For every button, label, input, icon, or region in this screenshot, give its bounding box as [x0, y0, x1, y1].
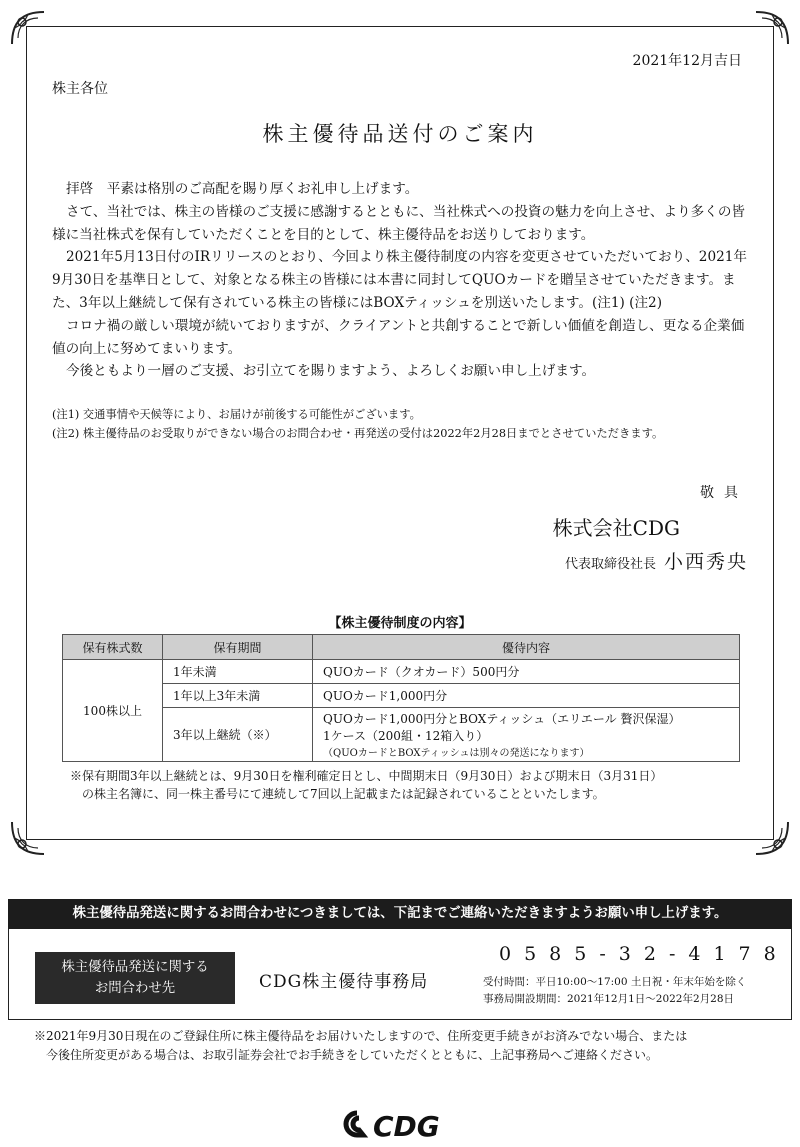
table-note-line: の株主名簿に、同一株主番号にて連続して7回以上記載または記録されていることといたします。 [82, 787, 605, 801]
content-note: （QUOカードとBOXティッシュは別々の発送になります） [323, 748, 590, 759]
paragraph: さて、当社では、株主の皆様のご支援に感謝するとともに、当社株式への投資の魅力を向上させ、より多くの皆様に当社株式を保有していただくことを目的として、株主優待品をお送りしております。 [52, 203, 746, 243]
corner-ornament-icon [752, 8, 792, 48]
corner-ornament-icon [752, 818, 792, 858]
company-name: 株式会社CDG [552, 516, 680, 540]
notes [52, 405, 762, 443]
office-hours [483, 974, 746, 1008]
paragraph: 2021年5月13日付のIRリリースのとおり、今回より株主優待制度の内容を変更させていただいており、2021年9月30日を基準日として、対象となる株主の皆様には本書に同封してQUOカードを贈呈させていただきます。また、3年以上継続して保有されている株主の皆様にはBOXティッシュを別送いたします。(注1) (注2) [52, 249, 747, 311]
closing-phrase: 敬具 [700, 485, 748, 501]
content-cell: QUOカード1,000円分 [313, 684, 740, 708]
period-line: 事務局開設期間：2021年12月1日～2022年2月28日 [483, 993, 735, 1005]
content-line: QUOカード1,000円分とBOXティッシュ（エリエール 贅沢保湿） [323, 712, 681, 726]
contact-label-line: お問合わせ先 [94, 981, 176, 996]
footnote [34, 1027, 794, 1065]
table-title: 【株主優待制度の内容】 [328, 616, 472, 631]
cdg-logo [335, 1107, 465, 1141]
table-note [70, 767, 770, 803]
period-cell: 3年以上継続（※） [163, 708, 313, 762]
recipients: 株主各位 [52, 81, 108, 97]
page-title: 株主優待品送付のご案内 [262, 122, 538, 146]
period-cell: 1年以上3年未満 [163, 684, 313, 708]
content-cell [313, 708, 740, 762]
representative [565, 547, 748, 574]
logo-text: CDG [373, 1110, 440, 1141]
corner-ornament-icon [8, 818, 48, 858]
column-header: 保有株式数 [63, 635, 163, 660]
footnote-line: 今後住所変更がある場合は、お取引証券会社でお手続きをしていただくとともに、上記事務局へご連絡ください。 [46, 1048, 659, 1062]
table-row [63, 684, 740, 708]
contact-label-line: 株主優待品発送に関する [61, 960, 209, 975]
issue-date: 2021年12月吉日 [632, 53, 742, 69]
rep-title: 代表取締役社長 [564, 557, 656, 572]
contact-banner: 株主優待品発送に関するお問合わせにつきましては、下記までご連絡いただきますようお願い申し上げます。 [8, 899, 792, 929]
period-cell: 1年未満 [163, 660, 313, 684]
paragraph: 拝啓 平素は格別のご高配を賜り厚くお礼申し上げます。 [66, 181, 419, 197]
phone-number[interactable]: 0585-32-4178 [499, 943, 789, 965]
rep-name: 小西秀央 [663, 551, 748, 573]
contact-box [8, 929, 792, 1020]
column-header: 優待内容 [313, 635, 740, 660]
letter-body [52, 178, 752, 383]
paragraph: 今後ともより一層のご支援、お引立てを賜りますよう、よろしくお願い申し上げます。 [66, 363, 596, 380]
table-row [63, 708, 740, 762]
paragraph: コロナ禍の厳しい環境が続いておりますが、クライアントと共創することで新しい価値を創造し、更なる企業価値の向上に努めてまいります。 [52, 317, 745, 357]
table-header-row [63, 635, 740, 660]
content-cell: QUOカード（クオカード）500円分 [313, 660, 740, 684]
table-row [63, 660, 740, 684]
table-note-line: ※保有期間3年以上継続とは、9月30日を権利確定日とし、中間期末日（9月30日）および期末日（3月31日） [70, 769, 663, 783]
contact-label [35, 952, 235, 1004]
note: (注1) 交通事情や天候等により、お届けが前後する可能性がございます。 [52, 408, 421, 421]
office-name: CDG株主優待事務局 [259, 972, 429, 992]
footnote-line: ※2021年9月30日現在のご登録住所に株主優待品をお届けいたしますので、住所変更手続きがお済みでない場合、または [34, 1029, 688, 1043]
hours-line: 受付時間：平日10:00～17:00 土日祝・年末年始を除く [483, 976, 747, 988]
column-header: 保有期間 [163, 635, 313, 660]
shares-cell: 100株以上 [63, 660, 163, 762]
corner-ornament-icon [8, 8, 48, 48]
benefits-table [62, 634, 740, 762]
note: (注2) 株主優待品のお受取りができない場合のお問合わせ・再発送の受付は2022年2月28日までとさせていただきます。 [52, 427, 664, 440]
content-line: 1ケース（200組・12箱入り） [323, 729, 489, 743]
